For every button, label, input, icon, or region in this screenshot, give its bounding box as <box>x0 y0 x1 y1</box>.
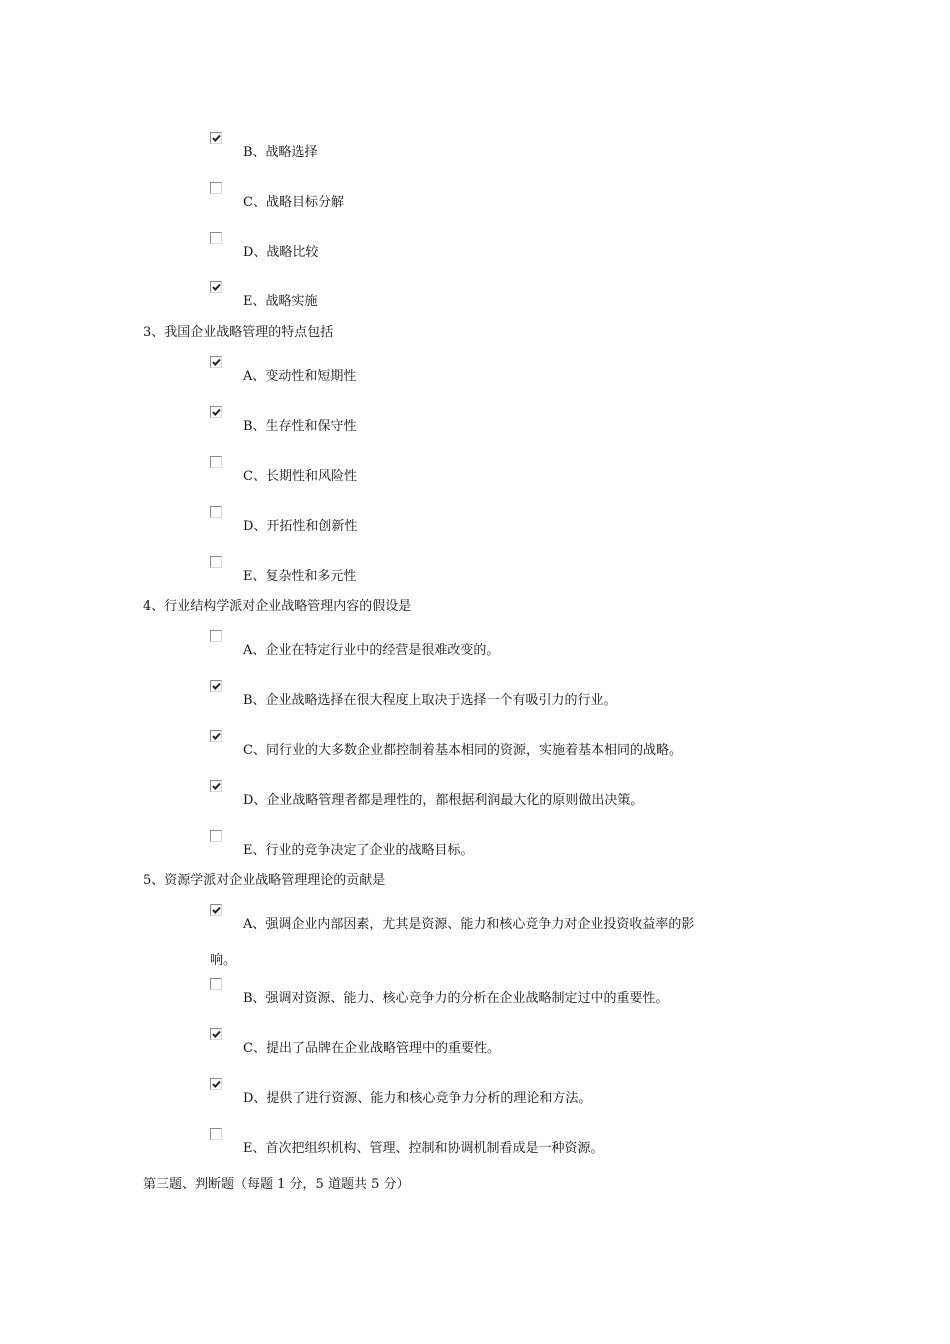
option-label: D、战略比较 <box>243 245 319 260</box>
checkmark-icon <box>211 1029 222 1040</box>
option-label: B、企业战略选择在很大程度上取决于选择一个有吸引力的行业。 <box>243 693 617 708</box>
checkmark-icon <box>211 357 222 368</box>
option-label: E、战略实施 <box>243 294 318 309</box>
option-label: B、战略选择 <box>243 145 318 160</box>
checkmark-icon <box>211 681 222 692</box>
checkbox[interactable] <box>210 1078 222 1090</box>
option-label: B、强调对资源、能力、核心竞争力的分析在企业战略制定过中的重要性。 <box>243 991 669 1006</box>
checkbox[interactable] <box>210 1128 222 1140</box>
option-label: E、复杂性和多元性 <box>243 569 357 584</box>
checkbox[interactable] <box>210 406 222 418</box>
checkbox[interactable] <box>210 232 222 244</box>
checkmark-icon <box>211 133 222 144</box>
option-label: E、行业的竞争决定了企业的战略目标。 <box>243 843 474 858</box>
question-title: 5、资源学派对企业战略管理理论的贡献是 <box>143 873 386 888</box>
checkbox[interactable] <box>210 356 222 368</box>
checkbox[interactable] <box>210 978 222 990</box>
checkbox[interactable] <box>210 506 222 518</box>
checkbox[interactable] <box>210 1028 222 1040</box>
option-label: E、首次把组织机构、管理、控制和协调机制看成是一种资源。 <box>243 1141 604 1156</box>
checkbox[interactable] <box>210 132 222 144</box>
checkbox[interactable] <box>210 904 222 916</box>
option-label: D、提供了进行资源、能力和核心竞争力分析的理论和方法。 <box>243 1091 592 1106</box>
checkbox[interactable] <box>210 830 222 842</box>
option-label: C、提出了品牌在企业战略管理中的重要性。 <box>243 1041 500 1056</box>
option-label: C、同行业的大多数企业都控制着基本相同的资源，实施着基本相同的战略。 <box>243 743 682 758</box>
checkmark-icon <box>211 905 222 916</box>
checkmark-icon <box>211 407 222 418</box>
option-label: A、企业在特定行业中的经营是很难改变的。 <box>243 643 500 658</box>
option-label: B、生存性和保守性 <box>243 419 357 434</box>
checkbox[interactable] <box>210 730 222 742</box>
option-label: C、战略目标分解 <box>243 195 344 210</box>
option-label-continued: 响。 <box>210 953 237 968</box>
option-label: A、变动性和短期性 <box>243 369 357 384</box>
checkmark-icon <box>211 731 222 742</box>
option-label: D、企业战略管理者都是理性的，都根据利润最大化的原则做出决策。 <box>243 793 644 808</box>
checkmark-icon <box>211 282 222 293</box>
checkbox[interactable] <box>210 182 222 194</box>
checkbox[interactable] <box>210 281 222 293</box>
option-label: A、强调企业内部因素，尤其是资源、能力和核心竞争力对企业投资收益率的影 <box>243 917 695 932</box>
checkbox[interactable] <box>210 556 222 568</box>
checkbox[interactable] <box>210 780 222 792</box>
option-label: D、开拓性和创新性 <box>243 519 358 534</box>
checkbox[interactable] <box>210 456 222 468</box>
checkbox[interactable] <box>210 680 222 692</box>
checkbox[interactable] <box>210 630 222 642</box>
checkmark-icon <box>211 781 222 792</box>
question-title: 4、行业结构学派对企业战略管理内容的假设是 <box>143 599 412 614</box>
section-title: 第三题、判断题（每题 1 分，5 道题共 5 分） <box>143 1177 410 1192</box>
question-title: 3、我国企业战略管理的特点包括 <box>143 325 334 340</box>
option-label: C、长期性和风险性 <box>243 469 357 484</box>
checkmark-icon <box>211 1079 222 1090</box>
